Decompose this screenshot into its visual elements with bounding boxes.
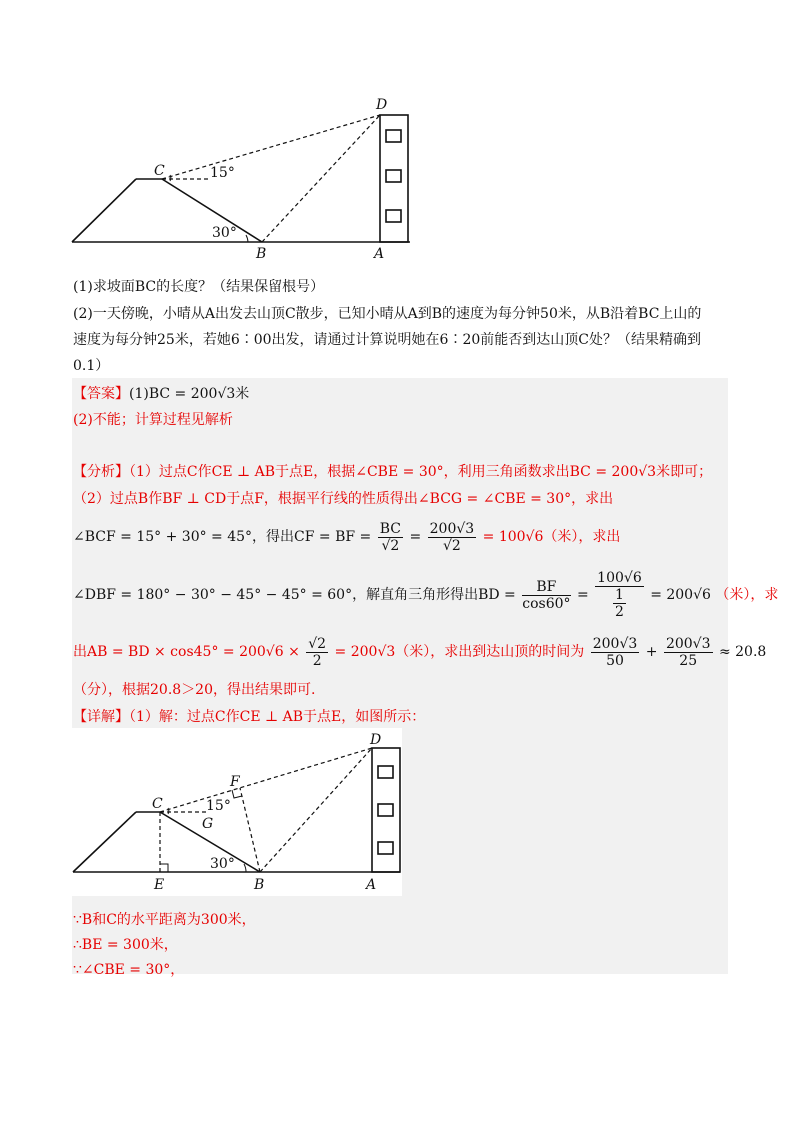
analysis-line-6: （分），根据20.8＞20，得出结果即可. [73, 682, 316, 698]
analysis-line-3: ∠BCF = 15° + 30° = 45°，得出CF = BF = $\frac{BC}{√2}$ = $\frac{200√3}{√2}$ = 100√6（米），求出 [73, 520, 621, 554]
fraction-bf-cos60: $\frac{BF}{\cos 60^\circ}$ [522, 578, 571, 612]
fig2-label-a: A [366, 877, 377, 893]
analysis-line-1 [73, 462, 712, 482]
analysis-text-1: （1）过点C作CE ⊥ AB于点E，根据∠CBE = 30°，利用三角函数求出BC = 200√3米即可； [129, 464, 713, 480]
label-b: B [256, 246, 267, 262]
fraction-100sqrt6-half: $\frac{100√6}{\frac{1}{2}}$ [597, 570, 642, 620]
analysis-line-5: 出AB = BD × cos45° = 200√6 × $\frac{√2}{2}$ = 200√3（米），求出到达山顶的时间为 $\frac{200√3}{50}$ + $\frac{200√3}{25}$ ≈ 20.8 [73, 635, 767, 669]
fig2-label-e: E [154, 877, 165, 893]
answer-part-2: (2)不能；计算过程见解析 [73, 412, 233, 428]
fraction-sqrt2-2: $\frac{√2}{2}$ [308, 635, 327, 669]
label-c: C [154, 163, 165, 179]
analysis-line-5-pre: 出AB = BD × cos45° = 200√6 × [73, 644, 300, 660]
analysis-line-2: （2）过点B作BF ⊥ CD于点F，根据平行线的性质得出∠BCG = ∠CBE = 30°，求出 [73, 491, 614, 507]
analysis-line-4-pre: ∠DBF = 180° − 30° − 45° − 45° = 60°，解直角三角形得出BD = [73, 587, 516, 603]
answer-part-1: (1)BC = 200√3米 [129, 386, 250, 402]
fig2-angle-30: 30° [210, 856, 235, 872]
question-part-2-line-2: 速度为每分钟25米，若她6∶00出发，请通过计算说明她在6∶20前能否到达山顶C处？（结果精确到 [73, 332, 701, 348]
analysis-line-5-post: = 200√3（米），求出到达山顶的时间为 [334, 644, 585, 660]
fig2-label-g: G [202, 816, 214, 832]
solution-line-2: ∴BE = 300米， [73, 937, 178, 953]
fig2-label-d: D [370, 732, 382, 748]
analysis-line-4-tail: （米），求 [715, 587, 779, 603]
detail-line-1 [73, 707, 425, 727]
label-a: A [374, 246, 385, 262]
analysis-line-4-post: = 200√6 [650, 587, 711, 603]
solution-line-3: ∵∠CBE = 30°， [73, 962, 185, 978]
fraction-bc-sqrt2: $\frac{BC}{√2}$ [379, 520, 401, 554]
fraction-200sqrt3-25: $\frac{200√3}{25}$ [665, 635, 711, 669]
fig2-label-f: F [230, 774, 240, 790]
fig2-label-b: B [254, 877, 265, 893]
analysis-line-3-post: = 100√6（米），求出 [482, 529, 621, 545]
figure-1 [70, 95, 420, 265]
answer-tag: 【答案】 [73, 386, 129, 402]
analysis-tag: 【分析】 [73, 464, 129, 480]
angle-15: 15° [210, 165, 235, 181]
question-part-1: (1)求坡面BC的长度？（结果保留根号） [73, 279, 325, 295]
label-d: D [376, 97, 388, 113]
angle-30: 30° [212, 225, 237, 241]
question-part-2-line-1: (2)一天傍晚，小晴从A出发去山顶C散步，已知小晴从A到B的速度为每分钟50米，从B沿着BC上山的 [73, 306, 702, 322]
solution-line-1: ∵B和C的水平距离为300米， [73, 912, 256, 928]
question-part-2-line-3: 0.1） [73, 358, 110, 374]
detail-text-1: （1）解：过点C作CE ⊥ AB于点E，如图所示： [129, 709, 426, 725]
detail-tag: 【详解】 [73, 709, 129, 725]
analysis-line-3-pre: ∠BCF = 15° + 30° = 45°，得出CF = BF = [73, 529, 372, 545]
figure-2 [70, 730, 405, 895]
fraction-200sqrt3-50: $\frac{200√3}{50}$ [592, 635, 638, 669]
fraction-200sqrt3-sqrt2: $\frac{200√3}{√2}$ [429, 520, 475, 554]
fig2-label-c: C [152, 796, 163, 812]
fig2-angle-15: 15° [206, 798, 231, 814]
analysis-line-4: ∠DBF = 180° − 30° − 45° − 45° = 60°，解直角三角形得出BD = $\frac{BF}{\cos 60^\circ}$ = $\frac{100√6}{\frac{1}{2}}$ = 200√6 （米），求 [73, 570, 779, 620]
answer-line-1 [73, 384, 249, 404]
